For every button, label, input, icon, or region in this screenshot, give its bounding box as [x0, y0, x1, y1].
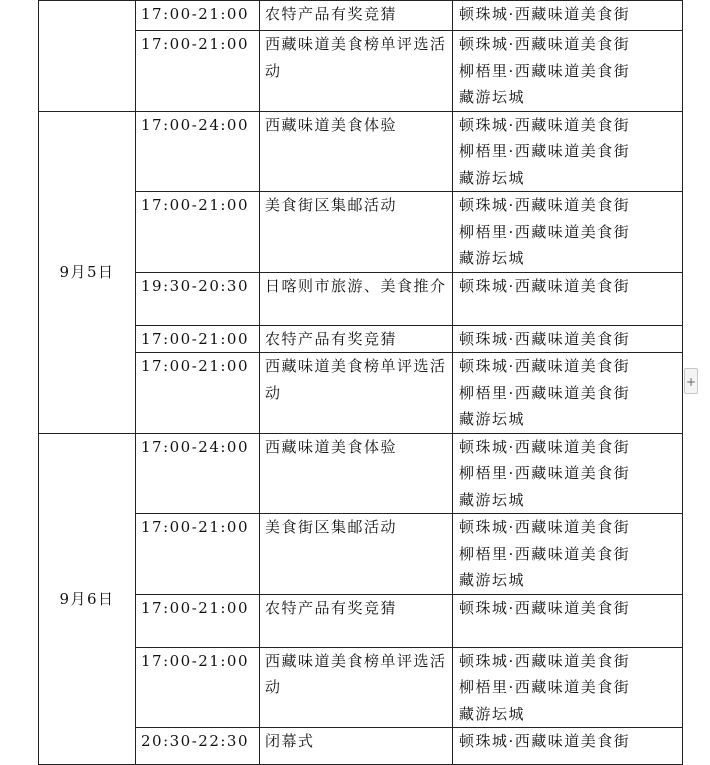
location-line: 藏游坛城: [459, 410, 526, 428]
location-line: 顿珠城·西藏味道美食街: [459, 732, 631, 750]
activity-cell: 西藏味道美食榜单评选活动: [260, 353, 453, 434]
location-cell: [453, 594, 683, 647]
location-line: 藏游坛城: [459, 249, 526, 267]
location-line: 顿珠城·西藏味道美食街: [459, 329, 631, 348]
location-line: 柳梧里·西藏味道美食街: [459, 222, 631, 241]
location-line: 柳梧里·西藏味道美食街: [459, 61, 631, 80]
location-line: 顿珠城·西藏味道美食街: [459, 5, 631, 23]
location-line: 藏游坛城: [459, 490, 526, 509]
date-cell: 9月6日: [39, 433, 136, 765]
activity-cell: 西藏味道美食榜单评选活动: [260, 31, 453, 112]
location-cell: [453, 111, 683, 192]
table-row: [39, 594, 683, 647]
time-cell: 17:00-21:00: [136, 594, 260, 647]
time-cell: 17:00-21:00: [136, 192, 260, 273]
location-line: 顿珠城·西藏味道美食街: [459, 598, 631, 617]
location-line: 藏游坛城: [459, 704, 526, 723]
activity-cell: 西藏味道美食体验: [260, 111, 453, 192]
location-cell: [453, 325, 683, 353]
location-cell: [453, 31, 683, 112]
location-line: 顿珠城·西藏味道美食街: [459, 115, 631, 134]
activity-cell: 美食街区集邮活动: [260, 514, 453, 595]
time-cell: 17:00-24:00: [136, 433, 260, 514]
time-cell: 17:00-21:00: [136, 353, 260, 434]
location-line: 柳梧里·西藏味道美食街: [459, 544, 631, 563]
time-cell: 17:00-21:00: [136, 1, 260, 31]
activity-cell: 农特产品有奖竞猜: [260, 1, 453, 31]
table-row: [39, 192, 683, 273]
time-cell: 17:00-21:00: [136, 31, 260, 112]
location-line: 顿珠城·西藏味道美食街: [459, 357, 631, 375]
date-cell: [39, 1, 136, 112]
location-cell: [453, 192, 683, 273]
date-cell: 9月5日: [39, 111, 136, 433]
time-cell: 17:00-21:00: [136, 647, 260, 728]
location-cell: [453, 728, 683, 765]
location-line: 柳梧里·西藏味道美食街: [459, 383, 631, 402]
location-line: 柳梧里·西藏味道美食街: [459, 678, 631, 696]
activity-cell: 西藏味道美食体验: [260, 433, 453, 514]
activity-cell: 闭幕式: [260, 728, 453, 765]
location-line: 藏游坛城: [459, 88, 526, 106]
activity-cell: 日喀则市旅游、美食推介: [260, 272, 453, 325]
table-row: [39, 728, 683, 765]
location-line: 藏游坛城: [459, 168, 526, 187]
location-line: 藏游坛城: [459, 571, 526, 589]
location-line: 顿珠城·西藏味道美食街: [459, 276, 631, 295]
time-cell: 17:00-21:00: [136, 514, 260, 595]
activity-cell: 农特产品有奖竞猜: [260, 325, 453, 353]
location-cell: [453, 433, 683, 514]
time-cell: 17:00-21:00: [136, 325, 260, 353]
location-cell: [453, 353, 683, 434]
table-row: [39, 272, 683, 325]
table-row: [39, 353, 683, 434]
location-line: 顿珠城·西藏味道美食街: [459, 35, 631, 53]
table-row: [39, 325, 683, 353]
location-line: 顿珠城·西藏味道美食街: [459, 437, 631, 456]
location-line: 柳梧里·西藏味道美食街: [459, 142, 631, 160]
location-line: 柳梧里·西藏味道美食街: [459, 464, 631, 482]
location-cell: [453, 272, 683, 325]
time-cell: 20:30-22:30: [136, 728, 260, 765]
table-row: [39, 433, 683, 514]
table-row: [39, 1, 683, 31]
schedule-table: [38, 0, 683, 765]
location-line: 顿珠城·西藏味道美食街: [459, 518, 631, 536]
expand-button[interactable]: +: [684, 368, 698, 394]
table-row: [39, 514, 683, 595]
table-row: [39, 647, 683, 728]
location-cell: [453, 647, 683, 728]
location-line: 顿珠城·西藏味道美食街: [459, 651, 631, 670]
activity-cell: 农特产品有奖竞猜: [260, 594, 453, 647]
activity-cell: 西藏味道美食榜单评选活动: [260, 647, 453, 728]
location-line: 顿珠城·西藏味道美食街: [459, 196, 631, 214]
time-cell: 17:00-24:00: [136, 111, 260, 192]
location-cell: [453, 514, 683, 595]
location-cell: [453, 1, 683, 31]
table-row: [39, 31, 683, 112]
table-row: [39, 111, 683, 192]
activity-cell: 美食街区集邮活动: [260, 192, 453, 273]
time-cell: 19:30-20:30: [136, 272, 260, 325]
